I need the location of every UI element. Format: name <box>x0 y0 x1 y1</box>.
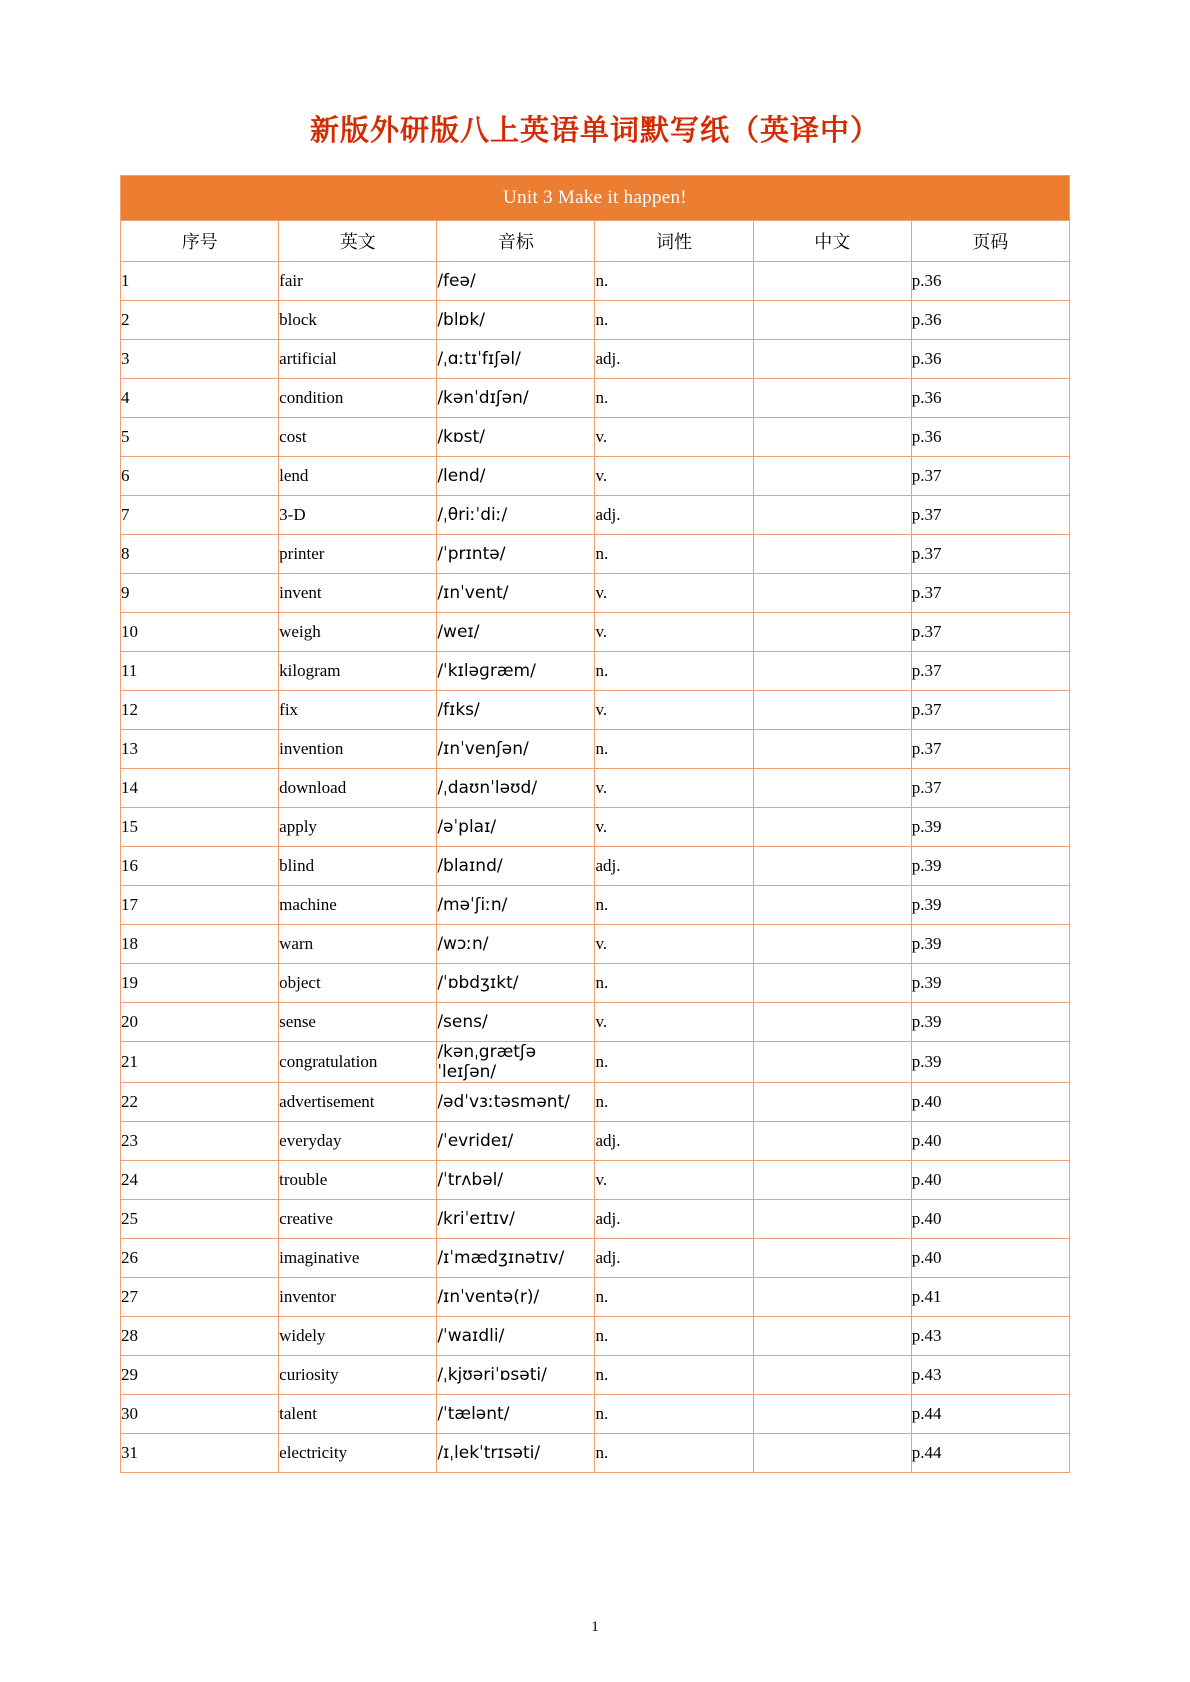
table-row <box>121 769 1070 808</box>
column-header-row <box>121 221 1070 262</box>
cell-pos: v. <box>595 1003 753 1042</box>
vocabulary-table <box>120 175 1070 1473</box>
cell-english: object <box>279 964 437 1003</box>
cell-phonetic: /ˈkɪləɡræm/ <box>437 652 595 691</box>
cell-english: widely <box>279 1317 437 1356</box>
cell-chinese-answer[interactable] <box>753 964 911 1003</box>
cell-phonetic: /ɪnˈvenʃən/ <box>437 730 595 769</box>
column-header-no: 序号 <box>121 221 279 262</box>
cell-english: talent <box>279 1395 437 1434</box>
cell-pos: n. <box>595 1395 753 1434</box>
table-row <box>121 1356 1070 1395</box>
cell-page: p.44 <box>911 1434 1069 1473</box>
cell-phonetic: /weɪ/ <box>437 613 595 652</box>
cell-chinese-answer[interactable] <box>753 535 911 574</box>
cell-chinese-answer[interactable] <box>753 886 911 925</box>
table-row <box>121 964 1070 1003</box>
cell-english: curiosity <box>279 1356 437 1395</box>
cell-page: p.40 <box>911 1200 1069 1239</box>
cell-chinese-answer[interactable] <box>753 1239 911 1278</box>
cell-no: 18 <box>121 925 279 964</box>
cell-english: inventor <box>279 1278 437 1317</box>
cell-page: p.37 <box>911 613 1069 652</box>
cell-pos: adj. <box>595 1239 753 1278</box>
cell-chinese-answer[interactable] <box>753 691 911 730</box>
cell-pos: v. <box>595 808 753 847</box>
cell-page: p.40 <box>911 1083 1069 1122</box>
cell-no: 17 <box>121 886 279 925</box>
cell-phonetic: /wɔːn/ <box>437 925 595 964</box>
cell-page: p.37 <box>911 730 1069 769</box>
cell-chinese-answer[interactable] <box>753 1122 911 1161</box>
cell-chinese-answer[interactable] <box>753 613 911 652</box>
cell-chinese-answer[interactable] <box>753 1083 911 1122</box>
cell-no: 30 <box>121 1395 279 1434</box>
table-row <box>121 691 1070 730</box>
cell-page: p.37 <box>911 496 1069 535</box>
cell-phonetic: /ˈprɪntə/ <box>437 535 595 574</box>
cell-english: warn <box>279 925 437 964</box>
cell-english: weigh <box>279 613 437 652</box>
cell-page: p.40 <box>911 1239 1069 1278</box>
cell-pos: v. <box>595 418 753 457</box>
table-row <box>121 1083 1070 1122</box>
cell-page: p.36 <box>911 379 1069 418</box>
cell-english: condition <box>279 379 437 418</box>
cell-no: 4 <box>121 379 279 418</box>
cell-english: cost <box>279 418 437 457</box>
cell-english: everyday <box>279 1122 437 1161</box>
cell-english: imaginative <box>279 1239 437 1278</box>
cell-english: fix <box>279 691 437 730</box>
cell-english: invention <box>279 730 437 769</box>
cell-no: 1 <box>121 262 279 301</box>
table-row <box>121 1161 1070 1200</box>
cell-page: p.39 <box>911 1003 1069 1042</box>
cell-english: trouble <box>279 1161 437 1200</box>
table-row <box>121 457 1070 496</box>
cell-no: 16 <box>121 847 279 886</box>
table-row <box>121 301 1070 340</box>
cell-chinese-answer[interactable] <box>753 925 911 964</box>
table-row <box>121 1042 1070 1083</box>
cell-no: 5 <box>121 418 279 457</box>
cell-english: advertisement <box>279 1083 437 1122</box>
cell-pos: n. <box>595 964 753 1003</box>
cell-no: 27 <box>121 1278 279 1317</box>
cell-english: creative <box>279 1200 437 1239</box>
cell-english: printer <box>279 535 437 574</box>
cell-pos: n. <box>595 1317 753 1356</box>
cell-no: 21 <box>121 1042 279 1083</box>
cell-no: 25 <box>121 1200 279 1239</box>
cell-chinese-answer[interactable] <box>753 1356 911 1395</box>
cell-english: congratulation <box>279 1042 437 1083</box>
table-row <box>121 574 1070 613</box>
cell-pos: n. <box>595 535 753 574</box>
cell-phonetic: /fɪks/ <box>437 691 595 730</box>
cell-chinese-answer[interactable] <box>753 379 911 418</box>
cell-pos: v. <box>595 574 753 613</box>
cell-pos: v. <box>595 925 753 964</box>
cell-pos: v. <box>595 613 753 652</box>
table-row <box>121 613 1070 652</box>
cell-no: 26 <box>121 1239 279 1278</box>
cell-page: p.36 <box>911 262 1069 301</box>
table-row <box>121 1003 1070 1042</box>
cell-pos: n. <box>595 1083 753 1122</box>
cell-phonetic: /əˈplaɪ/ <box>437 808 595 847</box>
column-header-pos: 词性 <box>595 221 753 262</box>
cell-page: p.37 <box>911 574 1069 613</box>
cell-phonetic: /kənˈdɪʃən/ <box>437 379 595 418</box>
cell-chinese-answer[interactable] <box>753 847 911 886</box>
cell-pos: adj. <box>595 1122 753 1161</box>
cell-phonetic: /məˈʃiːn/ <box>437 886 595 925</box>
cell-pos: n. <box>595 1356 753 1395</box>
cell-no: 11 <box>121 652 279 691</box>
cell-pos: n. <box>595 730 753 769</box>
cell-chinese-answer[interactable] <box>753 769 911 808</box>
cell-no: 15 <box>121 808 279 847</box>
cell-pos: adj. <box>595 340 753 379</box>
cell-phonetic: /ˈɒbdʒɪkt/ <box>437 964 595 1003</box>
table-row <box>121 808 1070 847</box>
cell-phonetic: /ɪˌlekˈtrɪsəti/ <box>437 1434 595 1473</box>
cell-chinese-answer[interactable] <box>753 730 911 769</box>
table-row <box>121 730 1070 769</box>
column-header-page: 页码 <box>911 221 1069 262</box>
table-row <box>121 1317 1070 1356</box>
cell-pos: adj. <box>595 496 753 535</box>
table-row <box>121 925 1070 964</box>
cell-no: 8 <box>121 535 279 574</box>
cell-phonetic: /feə/ <box>437 262 595 301</box>
cell-pos: n. <box>595 1434 753 1473</box>
unit-header-cell: Unit 3 Make it happen! <box>121 176 1070 221</box>
cell-no: 23 <box>121 1122 279 1161</box>
cell-phonetic: /ˈwaɪdli/ <box>437 1317 595 1356</box>
cell-no: 3 <box>121 340 279 379</box>
cell-pos: v. <box>595 1161 753 1200</box>
cell-page: p.37 <box>911 691 1069 730</box>
table-row <box>121 1122 1070 1161</box>
cell-phonetic: /ˌɑːtɪˈfɪʃəl/ <box>437 340 595 379</box>
cell-no: 9 <box>121 574 279 613</box>
cell-english: 3-D <box>279 496 437 535</box>
cell-page: p.39 <box>911 925 1069 964</box>
cell-phonetic: /blaɪnd/ <box>437 847 595 886</box>
cell-phonetic: /ˈtrʌbəl/ <box>437 1161 595 1200</box>
cell-pos: adj. <box>595 1200 753 1239</box>
cell-pos: n. <box>595 301 753 340</box>
cell-chinese-answer[interactable] <box>753 1161 911 1200</box>
cell-no: 19 <box>121 964 279 1003</box>
cell-pos: n. <box>595 886 753 925</box>
cell-phonetic: /ˌθriːˈdiː/ <box>437 496 595 535</box>
table-row <box>121 1278 1070 1317</box>
cell-no: 31 <box>121 1434 279 1473</box>
cell-pos: n. <box>595 379 753 418</box>
table-row <box>121 1200 1070 1239</box>
cell-english: fair <box>279 262 437 301</box>
cell-page: p.39 <box>911 847 1069 886</box>
cell-chinese-answer[interactable] <box>753 808 911 847</box>
cell-no: 13 <box>121 730 279 769</box>
cell-pos: adj. <box>595 847 753 886</box>
cell-phonetic: /kɒst/ <box>437 418 595 457</box>
table-row <box>121 535 1070 574</box>
cell-chinese-answer[interactable] <box>753 574 911 613</box>
cell-english: electricity <box>279 1434 437 1473</box>
page-number: 1 <box>591 1619 599 1635</box>
table-row <box>121 652 1070 691</box>
cell-chinese-answer[interactable] <box>753 1278 911 1317</box>
cell-chinese-answer[interactable] <box>753 340 911 379</box>
cell-phonetic: /sens/ <box>437 1003 595 1042</box>
cell-english: block <box>279 301 437 340</box>
vocabulary-table-wrapper <box>120 175 1070 1473</box>
cell-page: p.36 <box>911 301 1069 340</box>
cell-page: p.43 <box>911 1356 1069 1395</box>
cell-phonetic: /ˈtælənt/ <box>437 1395 595 1434</box>
cell-english: machine <box>279 886 437 925</box>
cell-page: p.40 <box>911 1122 1069 1161</box>
cell-page: p.39 <box>911 1042 1069 1083</box>
vocabulary-table-body <box>121 176 1070 1473</box>
cell-english: sense <box>279 1003 437 1042</box>
cell-phonetic: /blɒk/ <box>437 301 595 340</box>
cell-no: 10 <box>121 613 279 652</box>
cell-phonetic: /ɪnˈvent/ <box>437 574 595 613</box>
cell-page: p.41 <box>911 1278 1069 1317</box>
cell-english: artificial <box>279 340 437 379</box>
table-row <box>121 1395 1070 1434</box>
cell-no: 22 <box>121 1083 279 1122</box>
cell-no: 6 <box>121 457 279 496</box>
table-row <box>121 1434 1070 1473</box>
cell-page: p.36 <box>911 340 1069 379</box>
cell-chinese-answer[interactable] <box>753 1003 911 1042</box>
cell-no: 7 <box>121 496 279 535</box>
cell-chinese-answer[interactable] <box>753 496 911 535</box>
cell-pos: v. <box>595 457 753 496</box>
cell-page: p.36 <box>911 418 1069 457</box>
cell-no: 20 <box>121 1003 279 1042</box>
cell-no: 14 <box>121 769 279 808</box>
cell-chinese-answer[interactable] <box>753 1042 911 1083</box>
cell-english: invent <box>279 574 437 613</box>
cell-page: p.39 <box>911 886 1069 925</box>
cell-page: p.44 <box>911 1395 1069 1434</box>
unit-header-row <box>121 176 1070 221</box>
table-row <box>121 340 1070 379</box>
cell-pos: v. <box>595 691 753 730</box>
cell-page: p.37 <box>911 535 1069 574</box>
cell-phonetic: /ˈevrideɪ/ <box>437 1122 595 1161</box>
cell-chinese-answer[interactable] <box>753 1395 911 1434</box>
cell-pos: v. <box>595 769 753 808</box>
cell-pos: n. <box>595 1042 753 1083</box>
cell-page: p.37 <box>911 652 1069 691</box>
cell-page: p.37 <box>911 457 1069 496</box>
column-header-chinese: 中文 <box>753 221 911 262</box>
cell-chinese-answer[interactable] <box>753 457 911 496</box>
cell-english: apply <box>279 808 437 847</box>
cell-chinese-answer[interactable] <box>753 1200 911 1239</box>
cell-phonetic: /ədˈvɜːtəsmənt/ <box>437 1083 595 1122</box>
cell-english: download <box>279 769 437 808</box>
cell-phonetic: /kənˌgrætʃəˈleɪʃən/ <box>437 1042 595 1083</box>
cell-page: p.39 <box>911 808 1069 847</box>
table-row <box>121 496 1070 535</box>
cell-phonetic: /ˌkjʊəriˈɒsəti/ <box>437 1356 595 1395</box>
cell-page: p.40 <box>911 1161 1069 1200</box>
cell-english: blind <box>279 847 437 886</box>
cell-page: p.43 <box>911 1317 1069 1356</box>
table-row <box>121 262 1070 301</box>
cell-no: 2 <box>121 301 279 340</box>
cell-chinese-answer[interactable] <box>753 262 911 301</box>
cell-no: 29 <box>121 1356 279 1395</box>
cell-phonetic: /kriˈeɪtɪv/ <box>437 1200 595 1239</box>
table-row <box>121 1239 1070 1278</box>
table-row <box>121 847 1070 886</box>
cell-chinese-answer[interactable] <box>753 301 911 340</box>
cell-chinese-answer[interactable] <box>753 418 911 457</box>
cell-no: 12 <box>121 691 279 730</box>
cell-english: lend <box>279 457 437 496</box>
cell-chinese-answer[interactable] <box>753 1317 911 1356</box>
cell-phonetic: /ɪnˈventə(r)/ <box>437 1278 595 1317</box>
column-header-english: 英文 <box>279 221 437 262</box>
cell-page: p.39 <box>911 964 1069 1003</box>
table-row <box>121 379 1070 418</box>
cell-english: kilogram <box>279 652 437 691</box>
cell-chinese-answer[interactable] <box>753 1434 911 1473</box>
table-row <box>121 418 1070 457</box>
cell-phonetic: /ɪˈmædʒɪnətɪv/ <box>437 1239 595 1278</box>
cell-phonetic: /ˌdaʊnˈləʊd/ <box>437 769 595 808</box>
cell-chinese-answer[interactable] <box>753 652 911 691</box>
cell-pos: n. <box>595 652 753 691</box>
cell-pos: n. <box>595 1278 753 1317</box>
cell-no: 24 <box>121 1161 279 1200</box>
table-row <box>121 886 1070 925</box>
cell-no: 28 <box>121 1317 279 1356</box>
cell-pos: n. <box>595 262 753 301</box>
cell-phonetic: /lend/ <box>437 457 595 496</box>
column-header-phonetic: 音标 <box>437 221 595 262</box>
page-title: 新版外研版八上英语单词默写纸（英译中） <box>309 113 880 147</box>
cell-page: p.37 <box>911 769 1069 808</box>
